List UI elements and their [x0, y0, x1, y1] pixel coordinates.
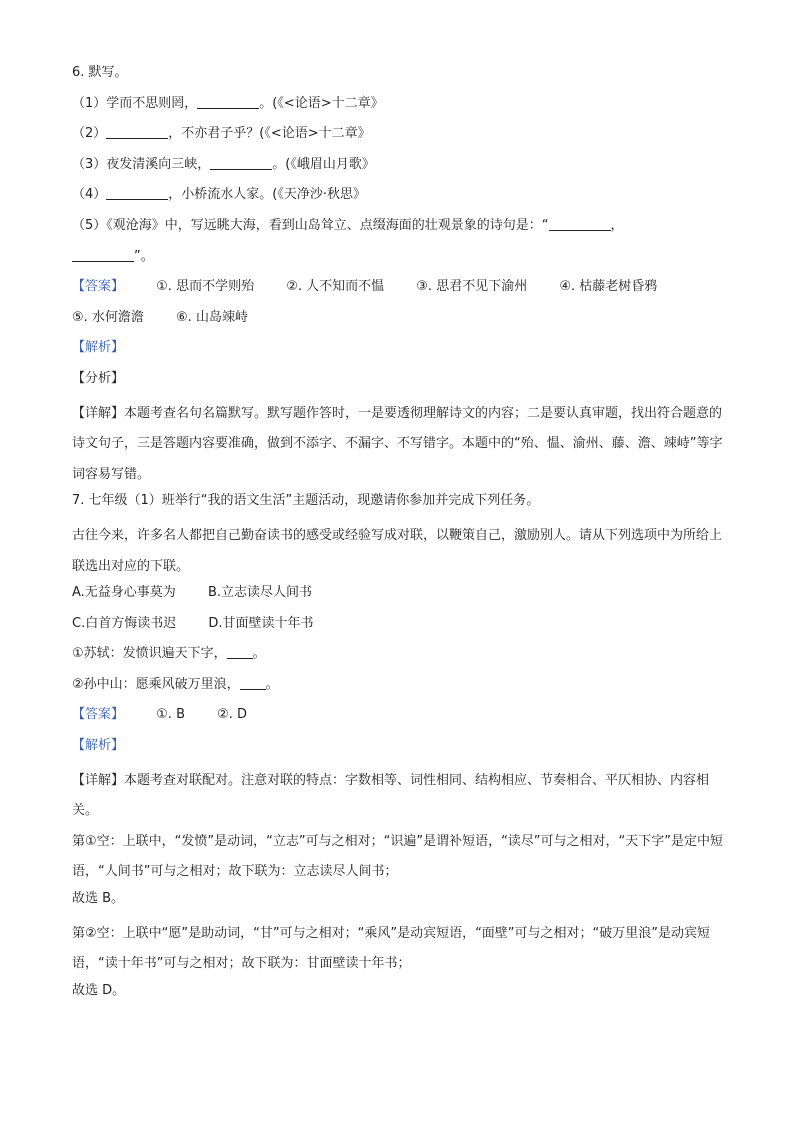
q6-answers-row-1 — [72, 276, 724, 297]
answer-item: ②. 人不知而不愠 — [286, 279, 385, 295]
q6-fenxi-label: 【分析】 — [72, 370, 125, 386]
q6-item-1: （1）学而不思则罔， 。(《<论语>十二章》 — [72, 95, 384, 111]
answer-blank — [106, 187, 168, 200]
answer-blank — [240, 677, 266, 690]
answer-label: 【答案】 — [72, 707, 125, 723]
document-content — [72, 62, 724, 1010]
option-a: A.无益身心事莫为 — [72, 585, 176, 601]
q7-question-1: ①苏轼：发愤识遍天下字， 。 — [72, 646, 266, 662]
answer-item: ①. 思而不学则殆 — [156, 279, 255, 295]
q7-title: 7. 七年级（1）班举行“我的语文生活”主题活动，现邀请你参加并完成下列任务。 — [72, 493, 540, 509]
q7-analysis-label: 【解析】 — [72, 738, 125, 754]
option-b: B.立志读尽人间书 — [207, 585, 313, 601]
answer-blank — [197, 96, 259, 109]
q6-item-4: （4） ，小桥流水人家。(《天净沙·秋思》 — [72, 187, 366, 203]
q6-item-3: （3）夜发清溪向三峡， 。(《峨眉山月歌》 — [72, 156, 375, 172]
answer-item: ③. 思君不见下渝州 — [416, 279, 528, 295]
q7-paragraph-2: 第②空：上联中“愿”是助动词，“甘”可与之相对；“乘风”是动宾短语，“面壁”可与之相对；“破万里浪”是动宾短语，“读十年书”可与之相对；故下联为：甘面壁读十年书； — [72, 925, 711, 972]
q6-item-2: （2） ，不亦君子乎？(《<论语>十二章》 — [72, 126, 371, 142]
q7-options-row-2 — [72, 613, 724, 634]
answer-blank — [210, 157, 272, 170]
q7-options-row-1 — [72, 582, 724, 603]
answer-blank — [549, 218, 611, 231]
answer-item: ④. 枯藤老树昏鸦 — [559, 279, 658, 295]
answer-item: ②. D — [217, 707, 248, 723]
q6-answers-row-2 — [72, 307, 724, 328]
answer-blank — [72, 249, 134, 262]
answer-item: ⑤. 水何澹澹 — [72, 309, 144, 325]
answer-label: 【答案】 — [72, 279, 125, 295]
answer-blank — [227, 646, 253, 659]
option-c: C.白首方悔读书迟 — [72, 615, 177, 631]
q7-paragraph-2-end: 故选 D。 — [72, 982, 126, 998]
q6-detail: 【详解】本题考查名句名篇默写。默写题作答时，一是要透彻理解诗文的内容；二是要认真审题，找出符合题意的诗文句子，三是答题内容要准确，做到不添字、不漏字、不写错字。本题中的“殆、愠、渝州、藤、澹、竦峙”等字词容易写错。 — [72, 405, 723, 482]
answer-item: ⑥. 山岛竦峙 — [176, 309, 248, 325]
answer-item: ①. B — [156, 707, 185, 723]
q7-detail: 【详解】本题考查对联配对。注意对联的特点：字数相等、词性相同、结构相应、节奏相合、平仄相协、内容相关。 — [72, 772, 710, 819]
q7-paragraph-1: 第①空：上联中，“发愤”是动词，“立志”可与之相对；“识遍”是谓补短语，“读尽”可与之相对，“天下字”是定中短语，“人间书”可与之相对；故下联为：立志读尽人间书； — [72, 833, 724, 880]
q7-answers — [72, 704, 724, 725]
q7-intro: 古往今来，许多名人都把自己勤奋读书的感受或经验写成对联，以鞭策自己，激励别人。请从下列选项中为所给上联选出对应的下联。 — [72, 527, 723, 574]
q6-title: 6. 默写。 — [72, 65, 128, 80]
q7-paragraph-1-end: 故选 B。 — [72, 891, 125, 907]
answer-blank — [106, 126, 168, 139]
q6-item-5-cont: ”。 — [72, 246, 724, 267]
q7-question-2: ②孙中山：愿乘风破万里浪， 。 — [72, 676, 279, 692]
q6-analysis-label: 【解析】 — [72, 340, 125, 356]
option-d: D.甘面壁读十年书 — [208, 615, 314, 631]
q6-item-5: （5）《观沧海》中，写远眺大海，看到山岛耸立、点缀海面的壮观景象的诗句是：“ ， — [72, 217, 624, 233]
